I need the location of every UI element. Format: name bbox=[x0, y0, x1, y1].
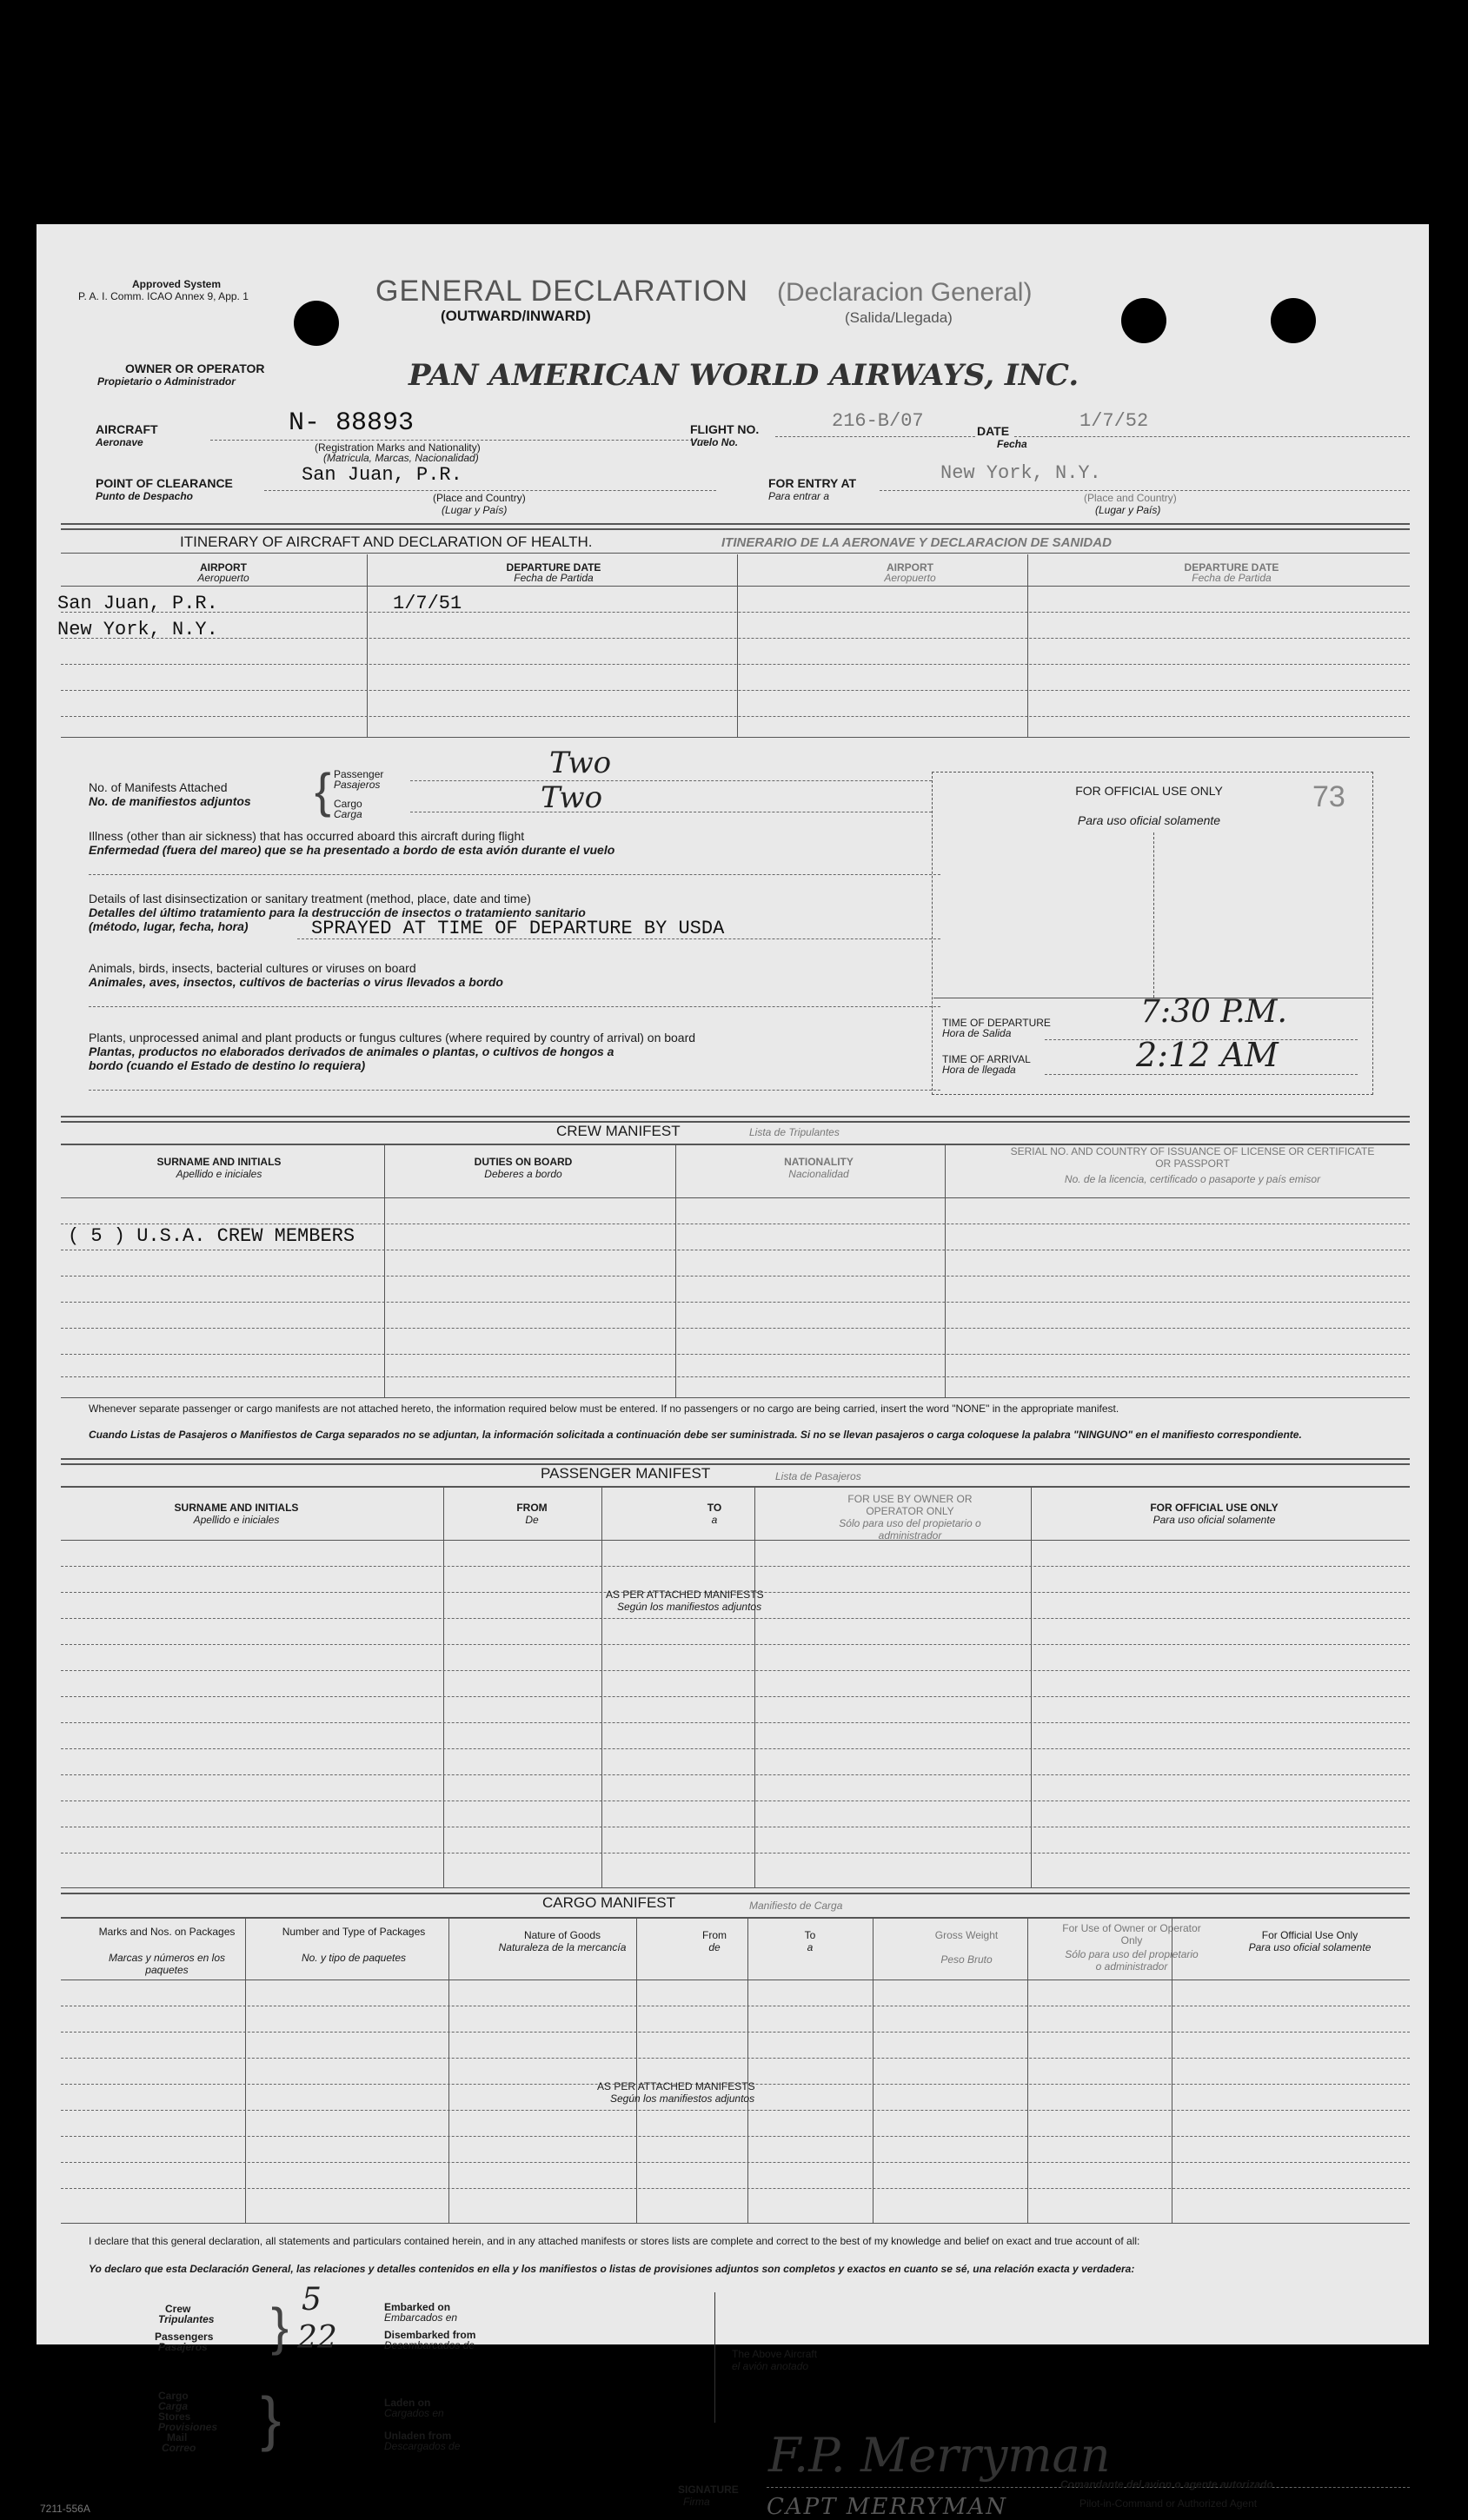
crew-col-nationality-es: Nacionalidad bbox=[788, 1168, 849, 1180]
aircraft-label-es: Aeronave bbox=[96, 436, 143, 448]
crew-col-surname: SURNAME AND INITIALS bbox=[156, 1156, 282, 1168]
decl-laden-es: Cargados en bbox=[384, 2407, 444, 2419]
clearance-note-es: (Lugar y País) bbox=[442, 504, 508, 516]
clearance-value: San Juan, P.R. bbox=[302, 464, 462, 486]
form-subtitle-es: (Salida/Llegada) bbox=[845, 309, 953, 326]
passenger-label-es: Pasajeros bbox=[334, 779, 381, 791]
cargo-col-to: To bbox=[804, 1929, 816, 1941]
approved-system: Approved System bbox=[132, 278, 222, 290]
signature-print: CAPT MERRYMAN bbox=[767, 2494, 1008, 2520]
crew-note: Whenever separate passenger or cargo manifests are not attached hereto, the information required below must be entered. If no passengers or no cargo are being carried, insert the word "NONE" in the appropriate manifest. bbox=[89, 1403, 1119, 1415]
plants-label-es: Plantas, productos no elaborados derivados de animales o plantas, o cultivos de hongos a bbox=[89, 1044, 614, 1058]
itinerary-date-1: 1/7/51 bbox=[393, 593, 462, 614]
passenger-heading: PASSENGER MANIFEST bbox=[541, 1465, 711, 1482]
owner-label: OWNER OR OPERATOR bbox=[125, 361, 265, 375]
cargo-col-gross: Gross Weight bbox=[934, 1929, 999, 1941]
official-box-heading-es: Para uso oficial solamente bbox=[1077, 813, 1221, 827]
passenger-col-official-es: Para uso oficial solamente bbox=[1152, 1514, 1276, 1526]
passenger-value: Two bbox=[549, 746, 612, 780]
decl-unladen: Unladen from bbox=[384, 2430, 452, 2442]
punch-hole bbox=[1121, 298, 1166, 343]
form-title-es: (Declaracion General) bbox=[777, 278, 1033, 307]
crew-entry: ( 5 ) U.S.A. CREW MEMBERS bbox=[68, 1225, 355, 1247]
passenger-col-owner: FOR USE BY OWNER OR OPERATOR ONLY bbox=[847, 1493, 973, 1517]
declaration-text: I declare that this general declaration, all statements and particulars contained herein, and in any attached manifests or stores lists are complete and correct to the best of my knowledge and belief on exact and true account of all: bbox=[89, 2235, 1140, 2247]
cargo-heading: CARGO MANIFEST bbox=[542, 1894, 676, 1911]
itinerary-col-airport: AIRPORT bbox=[200, 561, 247, 574]
passenger-col-surname-es: Apellido e iniciales bbox=[193, 1514, 280, 1526]
decl-above-aircraft: The Above Aircraft bbox=[732, 2348, 818, 2360]
crew-note-es: Cuando Listas de Pasajeros o Manifiestos de Carga separados no se adjuntan, la información solicitada a continuación debe ser suministrada. Si no se llevan pasajeros o carga coloquese la palabra "NINGUNO" en el manifiesto correspondiente. bbox=[89, 1429, 1302, 1441]
decl-passengers-value: 22 bbox=[297, 2320, 337, 2356]
signature-value: F.P. Merryman bbox=[768, 2428, 1111, 2483]
date-value: 1/7/52 bbox=[1079, 410, 1149, 432]
passenger-heading-es: Lista de Pasajeros bbox=[775, 1470, 861, 1482]
arrival-time-label: TIME OF ARRIVAL bbox=[942, 1053, 1031, 1065]
passenger-col-to: TO bbox=[707, 1502, 722, 1514]
departure-time-value: 7:30 P.M. bbox=[1140, 994, 1287, 1030]
passenger-attached-es: Según los manifiestos adjuntos bbox=[617, 1601, 762, 1613]
crew-col-license: SERIAL NO. AND COUNTRY OF ISSUANCE OF LICENSE OR CERTIFICATE OR PASSPORT bbox=[1010, 1145, 1375, 1170]
punch-hole bbox=[294, 301, 339, 346]
aircraft-note: (Registration Marks and Nationality) bbox=[315, 441, 481, 454]
decl-disembarked-es: Desembarcados de bbox=[384, 2339, 475, 2351]
aircraft-note-es: (Matricula, Marcas, Nacionalidad) bbox=[323, 452, 479, 464]
decl-mail-label-es: Correo bbox=[162, 2442, 196, 2454]
cargo-col-owner: For Use of Owner or Operator Only bbox=[1062, 1922, 1201, 1946]
itinerary-col-departure-2: DEPARTURE DATE bbox=[1184, 561, 1279, 574]
date-label: DATE bbox=[977, 424, 1010, 438]
cargo-col-from: From bbox=[702, 1929, 727, 1941]
declaration-text-es: Yo declaro que esta Declaración General, las relaciones y detalles contenidos en ella y los manifiestos o listas de provisiones adjuntos son completos y exactos en cuanto se sé, una relación exacta y verdadera: bbox=[89, 2263, 1135, 2275]
decl-laden: Laden on bbox=[384, 2397, 431, 2409]
passenger-attached: AS PER ATTACHED MANIFESTS bbox=[606, 1588, 764, 1601]
manifests-label-es: No. de manifiestos adjuntos bbox=[89, 794, 251, 808]
decl-stores-label-es: Provisiones bbox=[158, 2421, 218, 2433]
flight-no-label-es: Vuelo No. bbox=[690, 436, 739, 448]
entry-label-es: Para entrar a bbox=[768, 490, 830, 502]
cargo-col-marks-es: Marcas y números en los paquetes bbox=[108, 1952, 226, 1976]
decl-cargo-label-es: Carga bbox=[158, 2400, 189, 2412]
decl-embarked-es: Embarcados en bbox=[384, 2311, 458, 2324]
animals-label-es: Animales, aves, insectos, cultivos de bacterias o virus llevados a bordo bbox=[89, 975, 503, 989]
departure-time-label: TIME OF DEPARTURE bbox=[942, 1017, 1051, 1029]
decl-crew-label: Crew bbox=[165, 2303, 191, 2315]
passenger-col-official: FOR OFFICIAL USE ONLY bbox=[1150, 1502, 1279, 1514]
agent-label-es: Comandante del avion o agente autorizado bbox=[1060, 2478, 1273, 2490]
crew-heading: CREW MANIFEST bbox=[556, 1123, 681, 1139]
plants-label: Plants, unprocessed animal and plant products or fungus cultures (where required by country of arrival) on board bbox=[89, 1031, 696, 1044]
crew-col-duties: DUTIES ON BOARD bbox=[474, 1156, 573, 1168]
crew-heading-es: Lista de Tripulantes bbox=[749, 1126, 840, 1138]
form-title: GENERAL DECLARATION bbox=[375, 275, 748, 308]
decl-passengers-label-es: Pasajeros bbox=[158, 2341, 208, 2353]
decl-crew-label-es: Tripulantes bbox=[158, 2313, 215, 2325]
approved-ref: P. A. I. Comm. ICAO Annex 9, App. 1 bbox=[78, 290, 249, 302]
manifests-label: No. of Manifests Attached bbox=[89, 780, 228, 794]
cargo-col-nature-es: Naturaleza de la mercancía bbox=[498, 1941, 627, 1953]
disinsect-label-es: Detalles del último tratamiento para la destrucción de insectos o tratamiento sanitario bbox=[89, 905, 586, 919]
decl-unladen-es: Descargados de bbox=[384, 2440, 461, 2452]
disinsect-label: Details of last disinsectization or sanitary treatment (method, place, date and time) bbox=[89, 892, 531, 905]
itinerary-airport-1: San Juan, P.R. bbox=[57, 593, 218, 614]
decl-above-aircraft-es: el avión anotado bbox=[732, 2360, 809, 2372]
clearance-label-es: Punto de Despacho bbox=[96, 490, 194, 502]
entry-note-es: (Lugar y País) bbox=[1095, 504, 1161, 516]
flight-no-value: 216-B/07 bbox=[832, 410, 924, 432]
departure-time-label-es: Hora de Salida bbox=[942, 1027, 1012, 1039]
itinerary-heading-es: ITINERARIO DE LA AERONAVE Y DECLARACION DE SANIDAD bbox=[721, 535, 1112, 550]
decl-stores-label: Stores bbox=[158, 2411, 191, 2423]
passenger-col-owner-es: Sólo para uso del propietario o administrador bbox=[839, 1517, 981, 1542]
official-box-heading: FOR OFFICIAL USE ONLY bbox=[1075, 784, 1223, 798]
cargo-heading-es: Manifiesto de Carga bbox=[749, 1900, 843, 1912]
itinerary-col-departure-es: Fecha de Partida bbox=[514, 572, 594, 584]
document-sheet: Approved System P. A. I. Comm. ICAO Annex 9, App. 1 GENERAL DECLARATION (OUTWARD/INWARD) (Declaracion General) (Salida/Llegada) OWNER OR OPERATOR Propietario o Administrador PAN AMERICAN WORLD AIRWAYS, INC. AIRCRAFT Aeronave N- 88893 (Registration Marks and Nationality) (Matricula, Marcas, Nacionalidad) FLIGHT NO. Vuelo No. 216-B/07 DATE Fecha 1/7/52 POINT OF CLEARANCE Punto de Despacho San Juan, P.R. (Place and Country) (Lugar y País) FOR ENTRY AT Para entrar a New York, N.Y. (Place and Country) (Lugar y País) ITINERARY OF AIRCRAFT AND DECLARATION OF HEALTH. ITINERARIO DE LA AERONAVE Y DECLARACION DE SANIDAD AIRPORT Aeropuerto DEPARTURE DATE Fecha de Partida AIRPORT Aeropuerto DEPARTURE DATE Fecha de Partida San Juan, P.R. 1/7/51 New York, N.Y. No. of Manifests Attached No. de manifiestos adjuntos { Passenger Pasajeros Cargo Carga Two Two Illness (other than air sickness) that has occurred aboard this aircraft during flight Enfermedad (fuera del mareo) que se ha presentado a bordo de esta avión durante el vuelo Details of last disinsectization or sanitary treatment (method, place, date and time) Detalles del último tratamiento para la destrucción de insectos o tratamiento sanitario (método, lugar, fecha, hora) SPRAYED AT TIME OF DEPARTURE BY USDA Animals, birds, insects, bacterial cultures or viruses on board Animales, aves, insectos, cultivos de bacterias o virus llevados a bordo Plants, unprocessed animal and plant products or fungus cultures (where required by country of arrival) on board Plantas, productos no elaborados derivados de animales o plantas, o cultivos de hongos a bordo (cuando el Estado de destino lo requiera) FOR OFFICIAL USE ONLY Para uso oficial solamente 73 TIME OF DEPARTURE Hora de Salida 7:30 P.M. TIME OF ARRIVAL Hora de llegada 2:12 AM CREW MANIFEST Lista de Tripulantes SURNAME AND INITIALS Apellido e iniciales DUTIES ON BOARD Deberes a bordo NATIONALITY Nacionalidad SERIAL NO. AND COUNTRY OF ISSUANCE OF LICENSE OR CERTIFICATE OR PASSPORT No. de la licencia, certificado o pasaporte y país emisor ( 5 ) U.S.A. CREW MEMBERS Whenever separate passenger or cargo manifests are not attached hereto, the information required below must be entered. If no passengers or no cargo are being carried, insert the word "NONE" in the appropriate manifest. Cuando Listas de Pasajeros o Manifiestos de Carga separados no se adjuntan, la información solicitada a continuación debe ser suministrada. Si no se llevan pasajeros o carga coloquese la palabra "NINGUNO" en el manifiesto correspondiente. PASSENGER MANIFEST Lista de Pasajeros SURNAME AND INITIALS Apellido e iniciales FROM De TO a FOR USE BY OWNER OR OPERATOR ONLY Sólo para uso del propietario o administrador FOR OFFICIAL USE ONLY Para uso oficial solamente AS PER ATTACHED MANIFESTS Según los manifiestos adjuntos CARGO MANIFEST Manifiesto de Carga Marks and Nos. on Packages Marcas y números en los paquetes Number and Type of Packages No. y tipo de paquetes Nature of Goods Naturaleza de la mercancía From de To a Gross Weight Peso Bruto For Use of Owner or Operator Only Sólo para uso del propietario o administrador For Official Use Only Para uso oficial solamente AS PER ATTACHED MANIFESTS Según los manifiestos adjuntos I declare that this general declaration, all statements and particulars contained herein, and in any attached manifests or stores lists are complete and correct to the best of my knowledge and belief on exact and true account of all: Yo declaro que esta Declaración General, las relaciones y detalles contenidos en ella y los manifiestos o listas de provisiones adjuntos son completos y exactos en cuanto se sé, una relación exacta y verdadera: Crew Tripulantes Passengers Pasajeros } 5 22 Embarked on Embarcados en Disembarked from Desembarcados de Cargo Carga Stores Provisiones Mail Correo } Laden on Cargados en Unladen from Descargados de The Above Aircraft el avión anotado SIGNATURE Firma F.P. Merryman CAPT MERRYMAN Comandante del avion o agente autorizado Pilot-in-Command or Authorized Agent 7211-556A bbox=[37, 224, 1429, 2344]
arrival-time-value: 2:12 AM bbox=[1136, 1036, 1279, 1074]
form-number: 7211-556A bbox=[40, 2503, 90, 2515]
cargo-attached: AS PER ATTACHED MANIFESTS bbox=[597, 2080, 755, 2092]
date-label-es: Fecha bbox=[997, 438, 1027, 450]
decl-mail-label: Mail bbox=[167, 2431, 188, 2444]
form-subtitle: (OUTWARD/INWARD) bbox=[441, 308, 591, 324]
itinerary-col-airport-es: Aeropuerto bbox=[197, 572, 249, 584]
itinerary-col-departure-es-2: Fecha de Partida bbox=[1192, 572, 1272, 584]
animals-label: Animals, birds, insects, bacterial cultures or viruses on board bbox=[89, 961, 416, 975]
entry-label: FOR ENTRY AT bbox=[768, 476, 857, 490]
disinsect-label-es2: (método, lugar, fecha, hora) bbox=[89, 919, 249, 933]
cargo-label: Cargo bbox=[334, 798, 362, 810]
cargo-col-gross-es: Peso Bruto bbox=[940, 1953, 993, 1966]
cargo-col-marks: Marks and Nos. on Packages bbox=[98, 1926, 236, 1938]
passenger-col-to-es: a bbox=[711, 1514, 718, 1526]
entry-value: New York, N.Y. bbox=[940, 462, 1101, 484]
crew-col-duties-es: Deberes a bordo bbox=[484, 1168, 562, 1180]
owner-value: PAN AMERICAN WORLD AIRWAYS, INC. bbox=[409, 358, 1079, 393]
decl-cargo-label: Cargo bbox=[158, 2390, 189, 2402]
itinerary-heading: ITINERARY OF AIRCRAFT AND DECLARATION OF HEALTH. bbox=[180, 534, 593, 550]
cargo-col-official: For Official Use Only bbox=[1261, 1929, 1358, 1941]
illness-label: Illness (other than air sickness) that has occurred aboard this aircraft during flight bbox=[89, 829, 525, 843]
clearance-label: POINT OF CLEARANCE bbox=[96, 476, 233, 490]
decl-disembarked: Disembarked from bbox=[384, 2329, 476, 2341]
illness-label-es: Enfermedad (fuera del mareo) que se ha presentado a bordo de esta avión durante el vuelo bbox=[89, 843, 615, 857]
arrival-time-label-es: Hora de llegada bbox=[942, 1064, 1016, 1076]
passenger-col-from: FROM bbox=[516, 1502, 548, 1514]
decl-passengers-label: Passengers bbox=[155, 2331, 214, 2343]
plants-label-es2: bordo (cuando el Estado de destino lo requiera) bbox=[89, 1058, 366, 1072]
itinerary-airport-2: New York, N.Y. bbox=[57, 619, 218, 640]
cargo-label-es: Carga bbox=[334, 808, 362, 820]
punch-hole bbox=[1271, 298, 1316, 343]
signature-label-es: Firma bbox=[683, 2496, 710, 2508]
passenger-col-from-es: De bbox=[525, 1514, 539, 1526]
cargo-col-from-es: de bbox=[708, 1941, 721, 1953]
decl-embarked: Embarked on bbox=[384, 2301, 451, 2313]
crew-col-license-es: No. de la licencia, certificado o pasaporte y país emisor bbox=[1064, 1173, 1321, 1185]
entry-note: (Place and Country) bbox=[1084, 492, 1177, 504]
owner-label-es: Propietario o Administrador bbox=[97, 375, 236, 388]
clearance-note: (Place and Country) bbox=[433, 492, 526, 504]
cargo-col-nature: Nature of Goods bbox=[523, 1929, 601, 1941]
disinsect-value: SPRAYED AT TIME OF DEPARTURE BY USDA bbox=[311, 918, 725, 939]
cargo-col-owner-es: Sólo para uso del propietario o administrador bbox=[1065, 1948, 1199, 1973]
itinerary-col-airport-2: AIRPORT bbox=[887, 561, 933, 574]
itinerary-col-airport-es-2: Aeropuerto bbox=[884, 572, 936, 584]
aircraft-label: AIRCRAFT bbox=[96, 422, 158, 436]
flight-no-label: FLIGHT NO. bbox=[690, 422, 760, 436]
signature-label: SIGNATURE bbox=[678, 2484, 739, 2496]
itinerary-col-departure: DEPARTURE DATE bbox=[506, 561, 601, 574]
cargo-col-to-es: a bbox=[807, 1941, 814, 1953]
cargo-attached-es: Según los manifiestos adjuntos bbox=[610, 2092, 755, 2105]
agent-label: Pilot-in-Command or Authorized Agent bbox=[1079, 2497, 1258, 2510]
aircraft-value: N- 88893 bbox=[289, 408, 415, 438]
passenger-label: Passenger bbox=[334, 768, 384, 780]
cargo-col-number-es: No. y tipo de paquetes bbox=[301, 1952, 407, 1964]
decl-crew-value: 5 bbox=[302, 2282, 322, 2318]
passenger-col-surname: SURNAME AND INITIALS bbox=[174, 1502, 299, 1514]
cargo-col-official-es: Para uso oficial solamente bbox=[1248, 1941, 1372, 1953]
official-box-number: 73 bbox=[1312, 780, 1345, 813]
crew-col-nationality: NATIONALITY bbox=[784, 1156, 854, 1168]
crew-col-surname-es: Apellido e iniciales bbox=[176, 1168, 262, 1180]
cargo-col-number: Number and Type of Packages bbox=[282, 1926, 426, 1938]
cargo-value: Two bbox=[541, 780, 603, 815]
